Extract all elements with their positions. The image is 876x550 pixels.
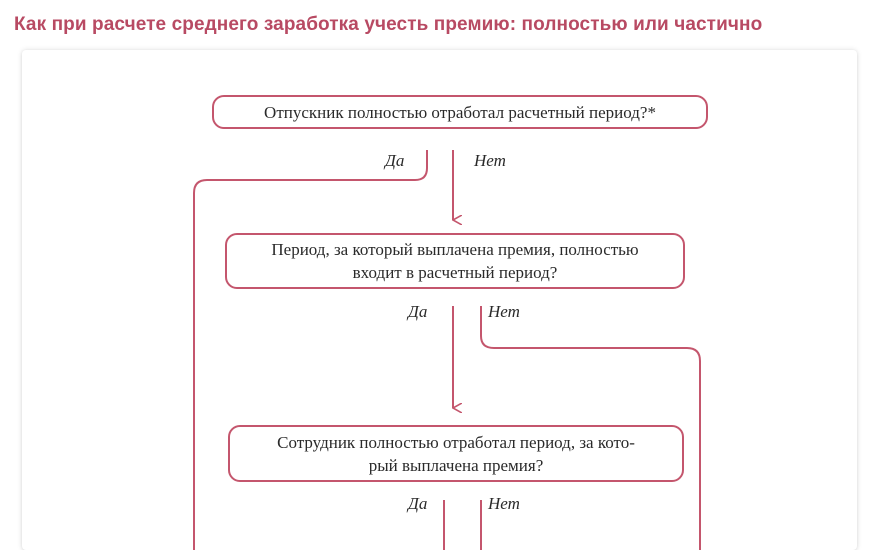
q3-yes-label: Да xyxy=(408,494,428,513)
question-3-line-1: Сотрудник полностью отработал период, за кото- xyxy=(277,432,635,452)
question-2-line-1: Период, за который выплачена премия, полностью xyxy=(271,240,639,259)
question-2-line-2: входит в расчетный период? xyxy=(352,263,558,282)
question-box-2 xyxy=(225,233,685,289)
question-3-line-2: рый выплачена премия? xyxy=(368,455,544,475)
q2-no-label: Нет xyxy=(488,302,520,321)
flowchart-card xyxy=(22,50,857,550)
q1-no-label: Нет xyxy=(474,151,506,170)
connector-q1-yes xyxy=(194,150,427,550)
question-box-1 xyxy=(212,95,708,129)
q2-yes-label: Да xyxy=(408,302,428,321)
question-box-3 xyxy=(228,425,684,482)
q1-yes-label: Да xyxy=(385,151,405,170)
page-title: Как при расчете среднего заработка учесть премию: полностью или частично xyxy=(14,14,763,35)
question-1-text: Отпускник полностью отработал расчетный период?* xyxy=(264,102,656,122)
q3-no-label: Нет xyxy=(488,494,520,513)
